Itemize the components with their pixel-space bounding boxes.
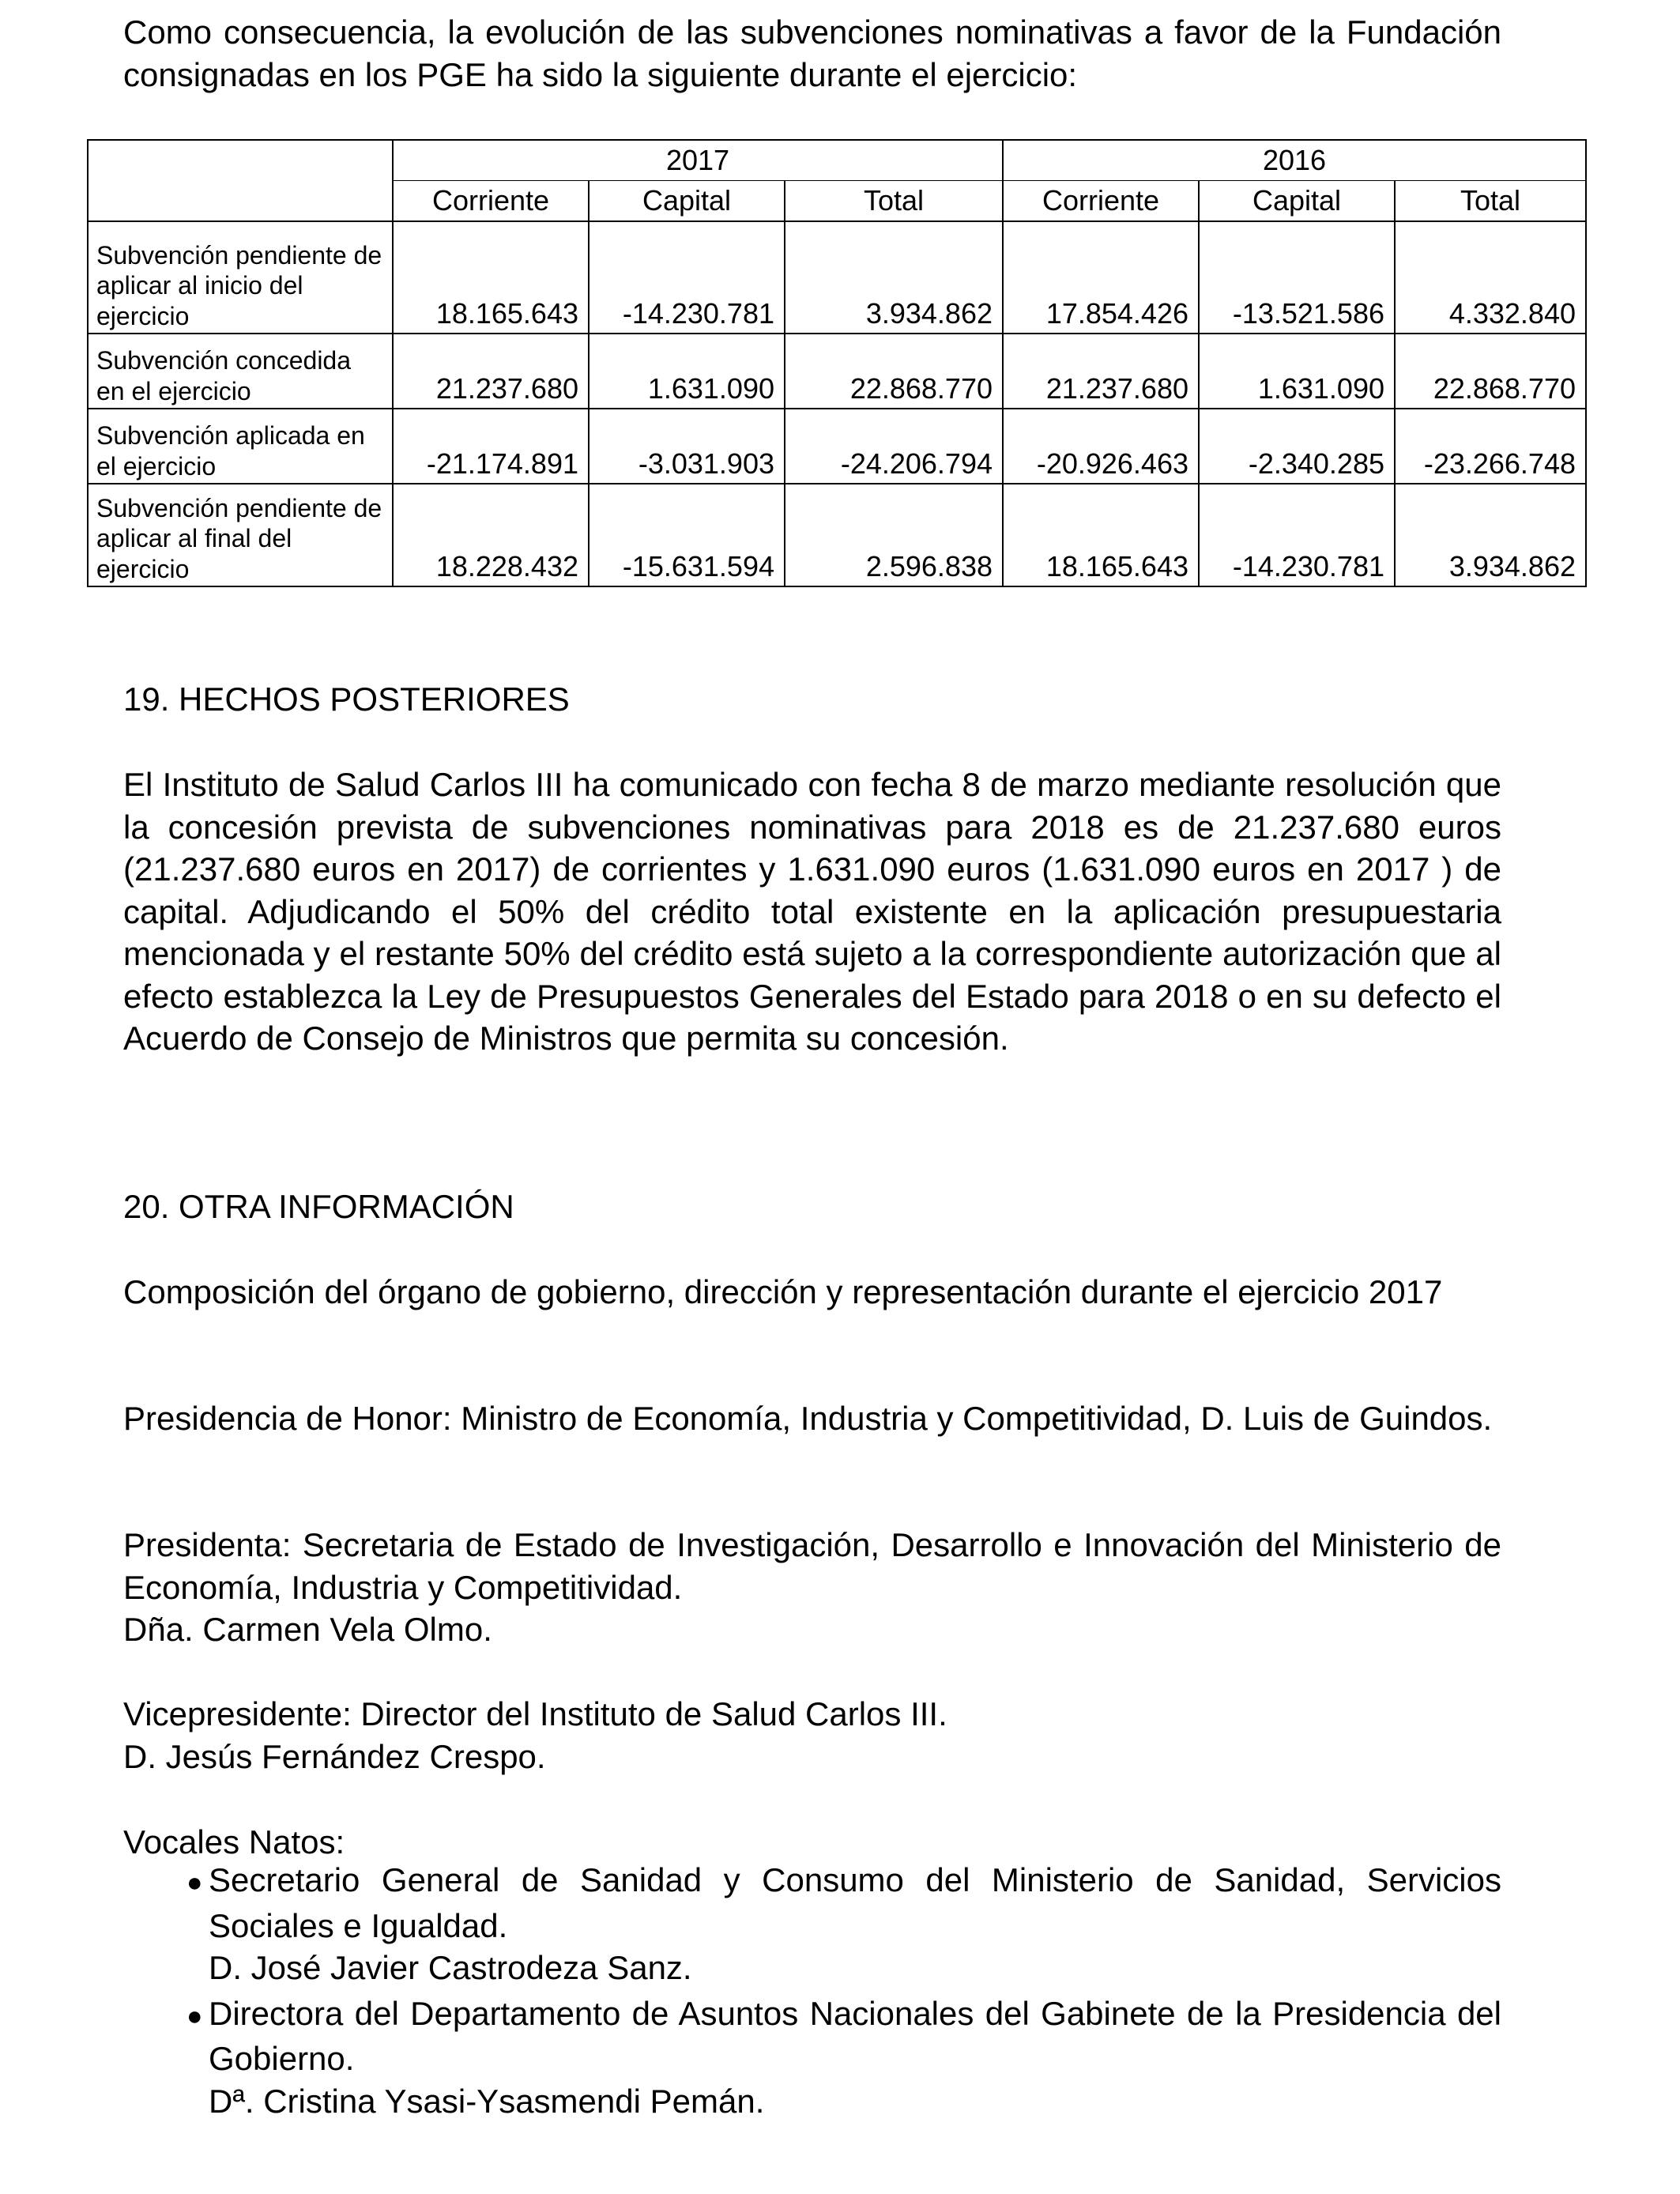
- row-label: Subvención aplicada en el ejercicio: [88, 409, 393, 484]
- bullet-icon: ●: [186, 1868, 203, 1898]
- table-cell: 18.228.432: [393, 484, 589, 586]
- table-cell: -14.230.781: [589, 221, 785, 334]
- row-label: Subvención pendiente de aplicar al final del ejercicio: [88, 484, 393, 586]
- column-header: Capital: [1199, 181, 1395, 222]
- table-cell: 18.165.643: [1003, 484, 1199, 586]
- table-cell: 22.868.770: [1395, 334, 1586, 409]
- table-cell: 4.332.840: [1395, 221, 1586, 334]
- presidenta-paragraph: Presidenta: Secretaria de Estado de Investigación, Desarrollo e Innovación del Ministerio de Economía, Industria y Competitividad.: [123, 1526, 1501, 1606]
- column-header: Corriente: [393, 181, 589, 222]
- table-cell: -13.521.586: [1199, 221, 1395, 334]
- table-cell: -21.174.891: [393, 409, 589, 484]
- vocales-heading: Vocales Natos:: [123, 1823, 345, 1860]
- vocal-role: Directora del Departamento de Asuntos Nacionales del Gabinete de la Presidencia del Gobierno.: [209, 1994, 1501, 2077]
- table-cell: -23.266.748: [1395, 409, 1586, 484]
- table-cell: -14.230.781: [1199, 484, 1395, 586]
- table-cell: -24.206.794: [785, 409, 1003, 484]
- row-label: Subvención concedida en el ejercicio: [88, 334, 393, 409]
- table-cell: 17.854.426: [1003, 221, 1199, 334]
- table-cell: 3.934.862: [1395, 484, 1586, 586]
- composition-paragraph: Composición del órgano de gobierno, dirección y representación durante el ejercicio 2017: [123, 1273, 1443, 1310]
- column-header: Total: [1395, 181, 1586, 222]
- vocal-name: D. José Javier Castrodeza Sanz.: [209, 1949, 692, 1986]
- table-cell: 22.868.770: [785, 334, 1003, 409]
- table-cell: 21.237.680: [1003, 334, 1199, 409]
- bullet-icon: ●: [186, 2000, 203, 2031]
- year-header-2016: 2016: [1003, 140, 1586, 181]
- year-header-2017: 2017: [393, 140, 1003, 181]
- intro-paragraph: Como consecuencia, la evolución de las subvenciones nominativas a favor de la Fundación consignadas en los PGE ha sido la siguiente durante el ejercicio:: [123, 13, 1501, 93]
- list-item: [123, 1992, 1501, 2123]
- vicepresidente-name: D. Jesús Fernández Crespo.: [123, 1738, 546, 1775]
- vocales-list: [123, 1859, 1501, 2122]
- section-19-body: El Instituto de Salud Carlos III ha comunicado con fecha 8 de marzo mediante resolución que la concesión prevista de subvenciones nominativas para 2018 es de 21.237.680 euros (21.237.680 euros en 2017) de corrientes y 1.631.090 euros (1.631.090 euros en 2017 ) de capital. Adjudicando el 50% del crédito total existente en la aplicación presupuestaria mencionada y el restante 50% del crédito está sujeto a la correspondiente autorización que al efecto establezca la Ley de Presupuestos Generales del Estado para 2018 o en su defecto el Acuerdo de Consejo de Ministros que permita su concesión.: [123, 766, 1501, 1057]
- table-row: [88, 409, 1586, 484]
- column-header: Corriente: [1003, 181, 1199, 222]
- honor-paragraph: Presidencia de Honor: Ministro de Economía, Industria y Competitividad, D. Luis de Guindos.: [123, 1400, 1493, 1437]
- section-19-heading: 19. HECHOS POSTERIORES: [123, 680, 570, 718]
- vocal-name: Dª. Cristina Ysasi-Ysasmendi Pemán.: [209, 2082, 765, 2120]
- table-cell: -3.031.903: [589, 409, 785, 484]
- table-row: [88, 334, 1586, 409]
- subvenciones-table: [87, 139, 1587, 587]
- table-corner-cell: [88, 140, 393, 221]
- table-cell: 1.631.090: [1199, 334, 1395, 409]
- section-20-heading: 20. OTRA INFORMACIÓN: [123, 1188, 514, 1225]
- table-year-header-row: [88, 140, 1586, 181]
- table-cell: 2.596.838: [785, 484, 1003, 586]
- vicepresidente-paragraph: Vicepresidente: Director del Instituto de Salud Carlos III.: [123, 1695, 947, 1732]
- table-cell: -15.631.594: [589, 484, 785, 586]
- row-label: Subvención pendiente de aplicar al inicio del ejercicio: [88, 221, 393, 334]
- column-header: Capital: [589, 181, 785, 222]
- table-cell: -2.340.285: [1199, 409, 1395, 484]
- vocal-role: Secretario General de Sanidad y Consumo del Ministerio de Sanidad, Servicios Sociales e Igualdad.: [209, 1861, 1501, 1944]
- table-row: [88, 221, 1586, 334]
- presidenta-name: Dña. Carmen Vela Olmo.: [123, 1611, 492, 1648]
- table-cell: 18.165.643: [393, 221, 589, 334]
- column-header: Total: [785, 181, 1003, 222]
- table-row: [88, 484, 1586, 586]
- table-cell: 21.237.680: [393, 334, 589, 409]
- table-cell: 1.631.090: [589, 334, 785, 409]
- table-cell: -20.926.463: [1003, 409, 1199, 484]
- table-cell: 3.934.862: [785, 221, 1003, 334]
- list-item: [123, 1859, 1501, 1989]
